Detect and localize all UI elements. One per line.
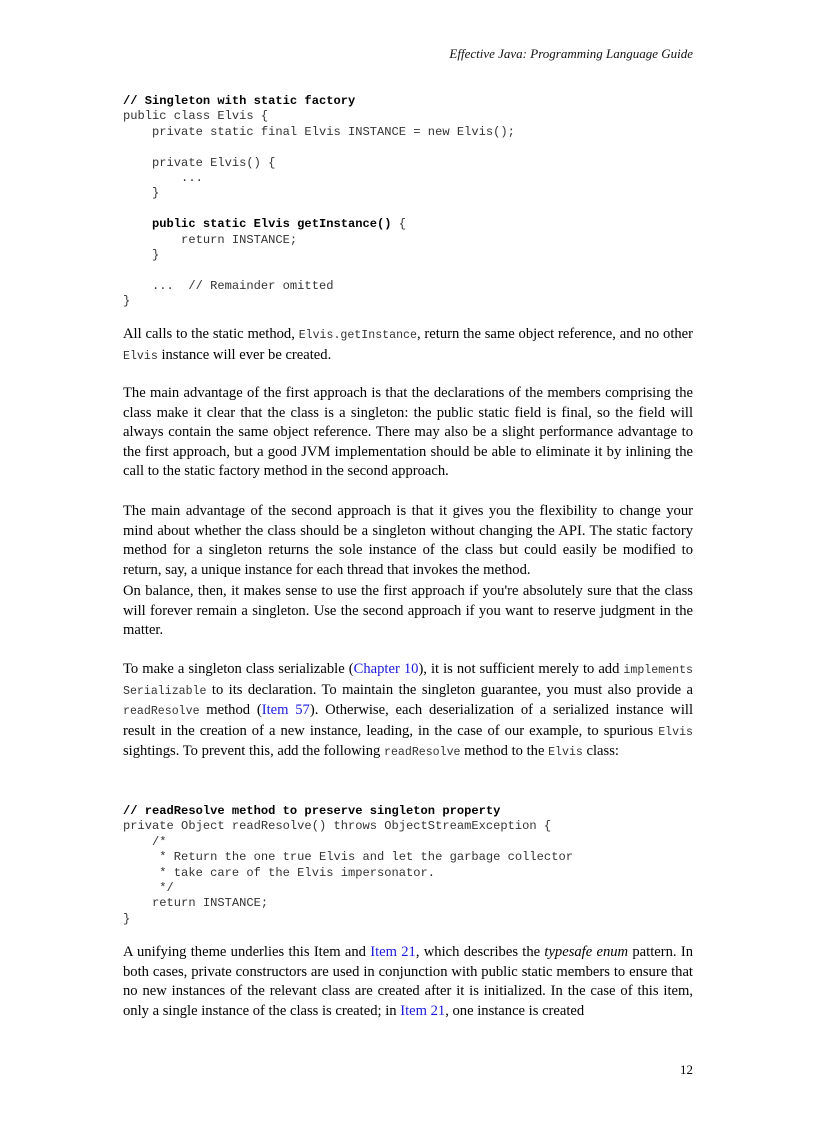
link-item-21[interactable]: Item 21 xyxy=(370,944,416,960)
paragraph-1 xyxy=(123,325,693,366)
text: to its declaration. To maintain the singleton guarantee, you must also provide a xyxy=(206,681,693,698)
code-block-static-factory xyxy=(123,94,515,310)
text: method ( xyxy=(199,702,262,719)
inline-code: readResolve xyxy=(123,705,200,719)
code-line: return INSTANCE; xyxy=(123,896,269,911)
inline-code: implements Serializable xyxy=(123,664,693,698)
text: A unifying theme underlies this Item and xyxy=(123,944,371,960)
code-line: { xyxy=(391,217,407,232)
text: , one instance is created xyxy=(445,1002,585,1019)
code-line: * take care of the Elvis impersonator. xyxy=(123,865,436,880)
code-line: private Elvis() { xyxy=(123,155,276,170)
code-line: public class Elvis { xyxy=(123,109,269,124)
code-line: } xyxy=(123,911,131,926)
text: ), it is not sufficient merely to add xyxy=(418,661,624,677)
link-chapter-10[interactable]: Chapter 10 xyxy=(353,661,419,677)
code-line: private static final Elvis INSTANCE = new Elvis(); xyxy=(123,124,515,139)
text: pattern. In both cases, private constructors are used in conjunction with public static members to ensure that no new instances of the relevant class are created after it is initialized. In the case of this item, only a single instance of the class is created; in xyxy=(123,944,693,1019)
link-item-57[interactable]: Item 57 xyxy=(261,702,310,719)
text: To make a singleton class serializable ( xyxy=(123,661,354,677)
code-line: * Return the one true Elvis and let the garbage collector xyxy=(123,850,573,865)
code-line: ... // Remainder omitted xyxy=(123,278,334,293)
text: , which describes the xyxy=(415,944,545,960)
text: ). Otherwise, each deserialization of a serialized instance will result in the creation of a new instance, leading, in the case of our example, to spurious xyxy=(123,702,693,739)
code-line: } xyxy=(123,186,160,201)
inline-code: Elvis xyxy=(658,725,693,739)
inline-code: Elvis xyxy=(548,746,583,760)
paragraph-2: The main advantage of the first approach is that the declarations of the members comprising the class make it clear that the class is a singleton: the public static field is final, so the field will always contain the same object reference. There may also be a slight performance advantage to the first approach, but a good JVM implementation should be able to eliminate it by inlining the call to the static factory method in the second approach. xyxy=(123,385,693,480)
text: method to the xyxy=(460,743,549,760)
text: sightings. To prevent this, add the following xyxy=(123,743,384,760)
code-comment: // Singleton with static factory xyxy=(123,94,356,108)
text: instance will ever be created. xyxy=(157,346,332,363)
link-item-21-second[interactable]: Item 21 xyxy=(400,1002,446,1019)
code-line: return INSTANCE; xyxy=(123,232,298,247)
code-line: ... xyxy=(123,171,203,186)
inline-code: Elvis xyxy=(123,349,158,363)
code-comment: // readResolve method to preserve singleton property xyxy=(123,804,501,818)
code-line: /* xyxy=(123,834,167,849)
running-header: Effective Java: Programming Language Guide xyxy=(449,46,693,61)
text: class: xyxy=(582,743,619,760)
code-line: } xyxy=(123,294,131,309)
text: , return the same object reference, and no other xyxy=(416,326,694,342)
code-block-readresolve xyxy=(123,804,573,927)
code-line: private Object readResolve() throws ObjectStreamException { xyxy=(123,819,552,834)
code-line: } xyxy=(123,248,160,263)
text: All calls to the static method, xyxy=(123,326,299,342)
inline-code: Elvis.getInstance xyxy=(298,329,417,342)
page-number: 12 xyxy=(680,1062,693,1077)
paragraph-3: The main advantage of the second approach is that it gives you the flexibility to change your mind about whether the class should be a singleton without changing the API. The static factory method for a singleton returns the sole instance of the class but could easily be modified to return, say, a unique instance for each thread that invokes the method. xyxy=(123,503,693,578)
paragraph-5 xyxy=(123,660,693,763)
paragraph-6 xyxy=(123,943,693,1021)
code-line: */ xyxy=(123,881,174,896)
paragraph-4: On balance, then, it makes sense to use the first approach if you're absolutely sure that the class will forever remain a singleton. Use the second approach if you want to reserve judgment in the matter. xyxy=(123,583,693,639)
inline-code: readResolve xyxy=(383,746,461,760)
emphasis: typesafe enum xyxy=(544,944,629,960)
code-method-signature: public static Elvis getInstance() xyxy=(123,217,392,232)
